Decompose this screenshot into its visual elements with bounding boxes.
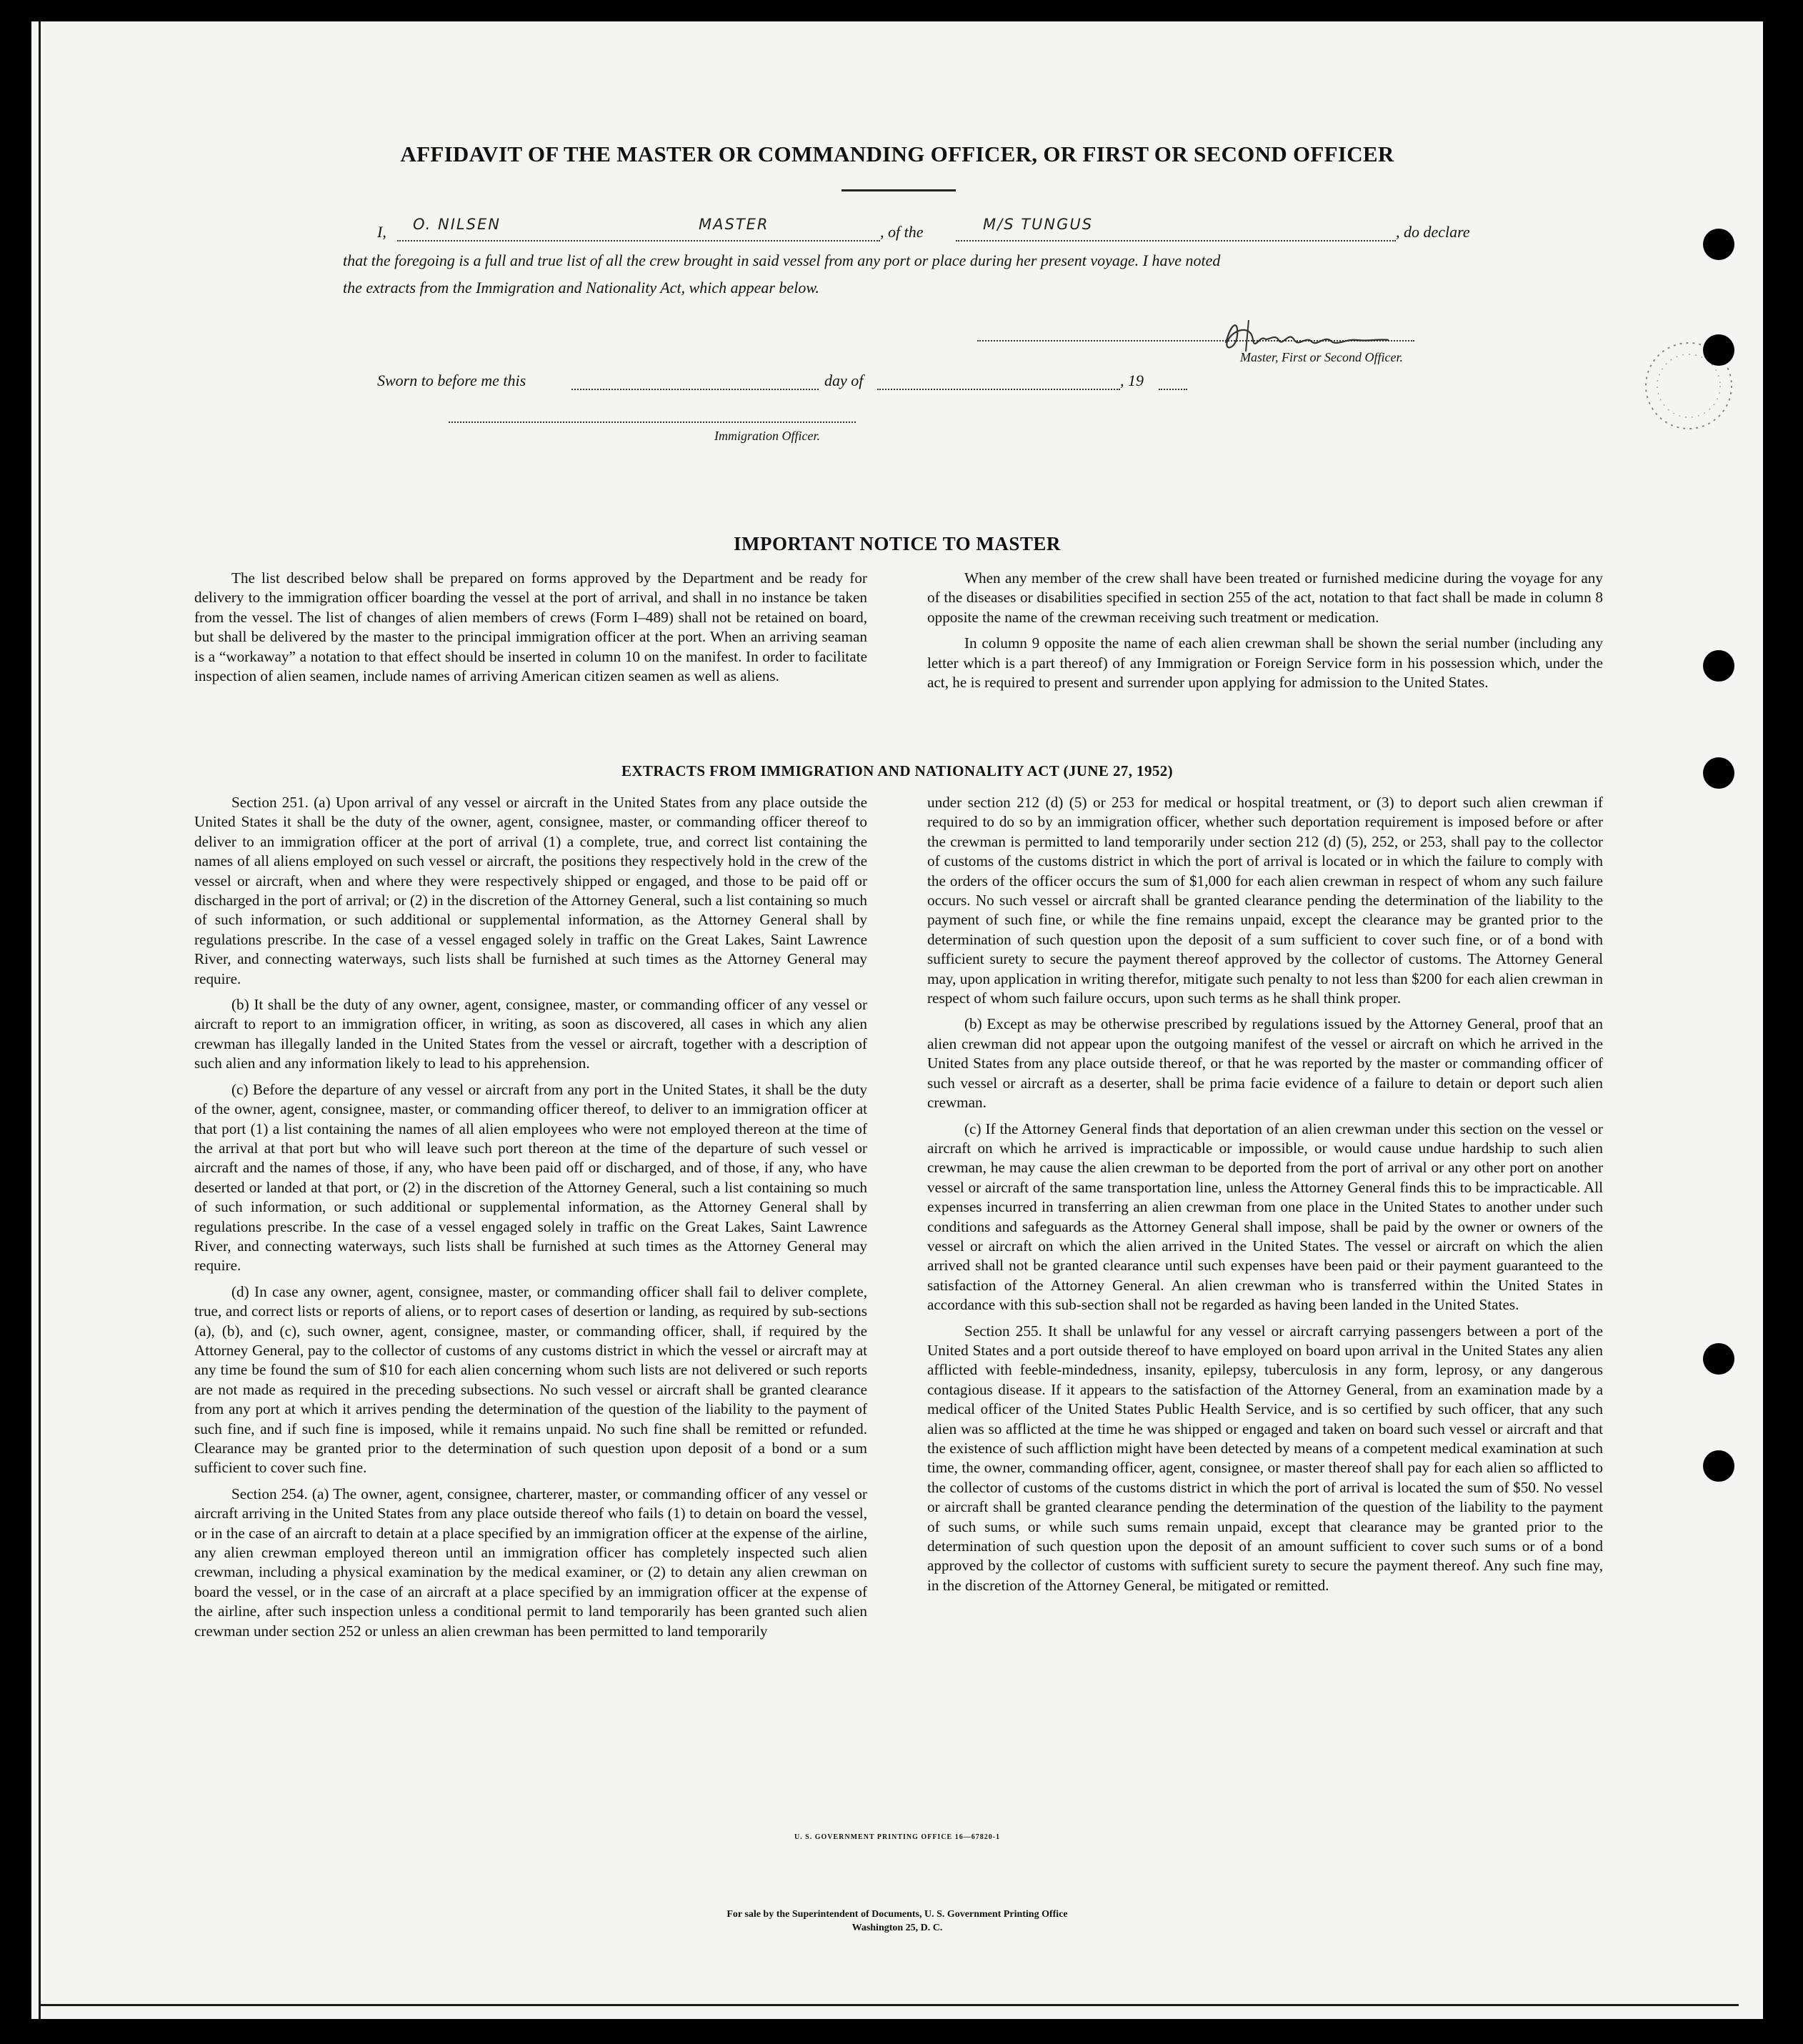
section-254-a-continued: under section 212 (d) (5) or 253 for medical or hospital treatment, or (3) to deport such alien crewman if required to do so by an immigration officer, whether such deportation requirement is imposed before or after the crewman is permitted to land temporarily under section 212 (d) (5), 252, or 253, shall pay to the collector of customs of the customs district in which the port of arrival is located or in which the failure to comply with the orders of the officer occurs the sum of $1,000 for each alien crewman in respect of whom any such failure occurs. No such vessel or aircraft shall be granted clearance pending the determination of the liability to the payment of such fine, or while the fine remains unpaid, except the clearance may be granted prior to the determination of such question upon the deposit of a sum sufficient to cover such fine, or of a bond with sufficient surety to secure the payment thereof approved by the collector of customs. The Attorney General may, upon application in writing therefor, mitigate such penalty to not less than $200 for each alien crewman in respect of whom such failure occurs, upon such terms as he shall think proper. [927, 794, 1603, 1007]
sworn-prefix: Sworn to before me this [377, 372, 526, 389]
affidavit-prefix: I, [377, 223, 386, 241]
year-blank [1159, 369, 1187, 390]
sale-notice [31, 1908, 1763, 1935]
extracts-title: EXTRACTS FROM IMMIGRATION AND NATIONALITY ACT (JUNE 27, 1952) [621, 762, 1174, 779]
sale-notice-line-1: For sale by the Superintendent of Documents, U. S. Government Printing Office [726, 1909, 1068, 1920]
binder-hole [1703, 334, 1734, 366]
affidavit-statement-1: that the foregoing is a full and true list of all the crew brought in said vessel from any port or place during her present voyage. I have noted [343, 251, 1221, 269]
officer-caption: Immigration Officer. [714, 429, 820, 443]
of-the-label: , of the [880, 223, 924, 241]
page-left-border [39, 21, 41, 2019]
affidavit-statement-2: the extracts from the Immigration and Nationality Act, which appear below. [343, 279, 819, 296]
section-254-c: (c) If the Attorney General finds that deportation of an alien crewman under this section on the vessel or aircraft on which he arrived is impracticable or impossible, or would cause undue hardship to such alien crewman, he may cause the alien crewman to be deported from the port of arrival or any other port on another vessel or aircraft of the same transportation line, unless the Attorney General finds this to be impracticable. All expenses incurred in transferring an alien crewman from one place in the United States to another under such conditions and safeguards as the Attorney General shall impose, shall be paid by the owner or owners of the vessel or aircraft on which the alien arrived in the United States. The vessel or aircraft on which the alien arrived shall not be granted clearance until such expenses have been paid or their payment guaranteed to the satisfaction of the Attorney General. An alien crewman who is transferred within the United States in accordance with this sub-section shall not be regarded as having been landed in the United States. [927, 1120, 1603, 1314]
sale-notice-line-2: Washington 25, D. C. [851, 1923, 943, 1933]
binder-hole [1703, 229, 1734, 260]
signature-line [977, 326, 1414, 342]
master-rank: MASTER [699, 216, 769, 233]
title-rule [841, 189, 956, 191]
master-name: O. NILSEN [413, 216, 501, 233]
section-254-b: (b) Except as may be otherwise prescribed by regulations issued by the Attorney General, proof that an alien crewman did not appear upon the outgoing manifest of the vessel or aircraft on which he arrived in the United States from any place outside thereof, or that he was reported by the master or commanding officer of such vessel or aircraft as a deserter, shall be prima facie evidence of a failure to detain or deport such alien crewman. [927, 1015, 1603, 1112]
notice-title: IMPORTANT NOTICE TO MASTER [734, 533, 1061, 554]
notice-right-column [927, 569, 1603, 699]
notice-right-paragraph-2: In column 9 opposite the name of each alien crewman shall be shown the serial number (including any letter which is a part thereof) of any Immigration or Foreign Service form in his possession which, under the act, he is required to present and surrender upon applying for admission to the United States. [927, 634, 1603, 692]
year-prefix: , 19 [1120, 372, 1144, 389]
section-251-a: Section 251. (a) Upon arrival of any vessel or aircraft in the United States from any place outside the United States it shall be the duty of the owner, agent, consignee, master, or commanding officer thereof to deliver to an immigration officer at the port of arrival (1) a complete, true, and correct list containing the names of all aliens employed on such vessel or aircraft, the positions they respectively hold in the crew of the vessel or aircraft, when and where they were respectively shipped or engaged, and those to be paid off or discharged in the port of arrival; or (2) in the discretion of the Attorney General, such a list containing so much of such information, or such additional or supplemental information, as the Attorney General shall by regulations prescribe. In the case of a vessel engaged solely in traffic on the Great Lakes, Saint Lawrence River, and connecting waterways, such lists shall be furnished at such times as the Attorney General may require. [194, 794, 867, 987]
section-255: Section 255. It shall be unlawful for any vessel or aircraft carrying passengers between a port of the United States and a port outside thereof to have employed on board upon arrival in the United States any alien afflicted with feeble-mindedness, insanity, epilepsy, tuberculosis in any form, leprosy, or any dangerous contagious disease. If it appears to the satisfaction of the Attorney General, from an examination made by a medical officer of the United States Public Health Service, and is so certified by such officer, that any such alien was so afflicted at the time he was shipped or engaged and taken on board such vessel or aircraft and that the existence of such affliction might have been detected by means of a competent medical examination at such time, the owner, commanding officer, agent, consignee, or master thereof shall pay for each alien so afflicted to the collector of customs of the customs district in which the port of arrival is located the sum of $50. No vessel or aircraft shall be granted clearance pending the determination of the question of the liability to the payment of such sums, or while such sums remain unpaid, except that clearance may be granted prior to the determination of such question upon the deposit of an amount sufficient to cover such sums or of a bond approved by the collector of customs with sufficient surety to secure the payment thereof. Any such fine may, in the discretion of the Attorney General, be mitigated or remitted. [927, 1322, 1603, 1594]
extracts-right-column [927, 793, 1603, 1602]
day-blank [571, 369, 819, 390]
binder-hole [1703, 1450, 1734, 1482]
month-blank [877, 369, 1120, 390]
section-254-a: Section 254. (a) The owner, agent, consignee, charterer, master, or commanding officer of any vessel or aircraft arriving in the United States from any place outside thereof who fails (1) to detain on board the vessel, or in the case of an aircraft to detain at a place specified by an immigration officer at the expense of the airline, any alien crewman employed thereon until an immigration officer has completely inspected such alien crewman, including a physical examination by the medical examiner, or (2) to detain any alien crewman on board the vessel, or in the case of an aircraft at a place specified by an immigration officer at the expense of the airline, after such inspection unless a conditional permit to land temporarily has been granted such alien crewman under section 252 or unless an alien crewman has been permitted to land temporarily [194, 1485, 867, 1640]
signature-caption: Master, First or Second Officer. [1240, 350, 1403, 364]
section-251-d: (d) In case any owner, agent, consignee, master, or commanding officer shall fail to deliver complete, true, and correct lists or reports of aliens, or to report cases of desertion or landing, as required by sub-sections (a), (b), and (c), such owner, agent, consignee, master, or commanding officer, shall, if required by the Attorney General, pay to the collector of customs of any customs district in which the vessel or aircraft may at any time be found the sum of $10 for each alien concerning whom such lists are not delivered or such reports are not made as required in the preceding subsections. No such vessel or aircraft shall be granted clearance from any port at which it arrives pending the determination of the question of the liability to the payment of such fine, and if such fine is imposed, while it remains unpaid. No such fine shall be remitted or refunded. Clearance may be granted prior to the determination of such question upon deposit of a bond or a sum sufficient to cover such fine. [194, 1282, 867, 1477]
document-page [31, 21, 1763, 2019]
binder-hole [1703, 650, 1734, 682]
officer-signature-line [449, 409, 856, 423]
do-declare-label: , do declare [1396, 223, 1470, 241]
binder-hole [1703, 1343, 1734, 1375]
day-of-label: day of [824, 372, 864, 389]
binder-hole [1703, 757, 1734, 789]
notice-right-paragraph-1: When any member of the crew shall have been treated or furnished medicine during the voyage for any of the diseases or disabilities specified in section 255 of the act, notation to that fact shall be made in column 8 opposite the name of the crewman receiving such treatment or medication. [927, 569, 1603, 626]
section-251-c: (c) Before the departure of any vessel or aircraft from any port in the United States, it shall be the duty of the owner, agent, consignee, master, or commanding officer thereof, to deliver to an immigration officer at that port (1) a list containing the names of all alien employees who were not employed thereon at the time of the arrival at that port but who will leave such port thereon at the time of the departure of such vessel or aircraft and the names of those, if any, who have been paid off or discharged, and of those, if any, who have deserted or landed at that port, or (2) in the discretion of the Attorney General, such a list containing so much of such information, or such additional or supplemental information, as the Attorney General shall by regulations prescribe. In the case of a vessel engaged solely in traffic on the Great Lakes, Saint Lawrence River, and connecting waterways, such lists shall be furnished at such times as the Attorney General may require. [194, 1080, 867, 1275]
page-bottom-border [39, 2004, 1739, 2006]
section-251-b: (b) It shall be the duty of any owner, agent, consignee, master, or commanding officer of any vessel or aircraft to report to an immigration officer, in writing, as soon as discovered, all cases in which any alien crewman has illegally landed in the United States from the vessel or aircraft, together with a description of such alien and any information likely to lead to his apprehension. [194, 996, 867, 1072]
printer-imprint: U. S. GOVERNMENT PRINTING OFFICE 16—67820-1 [794, 1833, 1001, 1841]
extracts-left-column [194, 793, 867, 1647]
vessel-name: M/S TUNGUS [983, 216, 1094, 233]
notice-left-paragraph: The list described below shall be prepared on forms approved by the Department and be ready for delivery to the immigration officer boarding the vessel at the port of arrival, and shall in no instance be taken from the vessel. The list of changes of alien members of crews (Form I–489) shall not be retained on board, but shall be delivered by the master to the principal immigration officer at the port. When an arriving seaman is a “workaway” a notation to that effect should be inserted in column 10 on the manifest. In order to facilitate inspection of alien seamen, include names of arriving American citizen seamen as well as aliens. [194, 569, 867, 685]
affidavit-title: AFFIDAVIT OF THE MASTER OR COMMANDING OFFICER, OR FIRST OR SECOND OFFICER [400, 141, 1394, 166]
notice-left-column [194, 569, 867, 692]
